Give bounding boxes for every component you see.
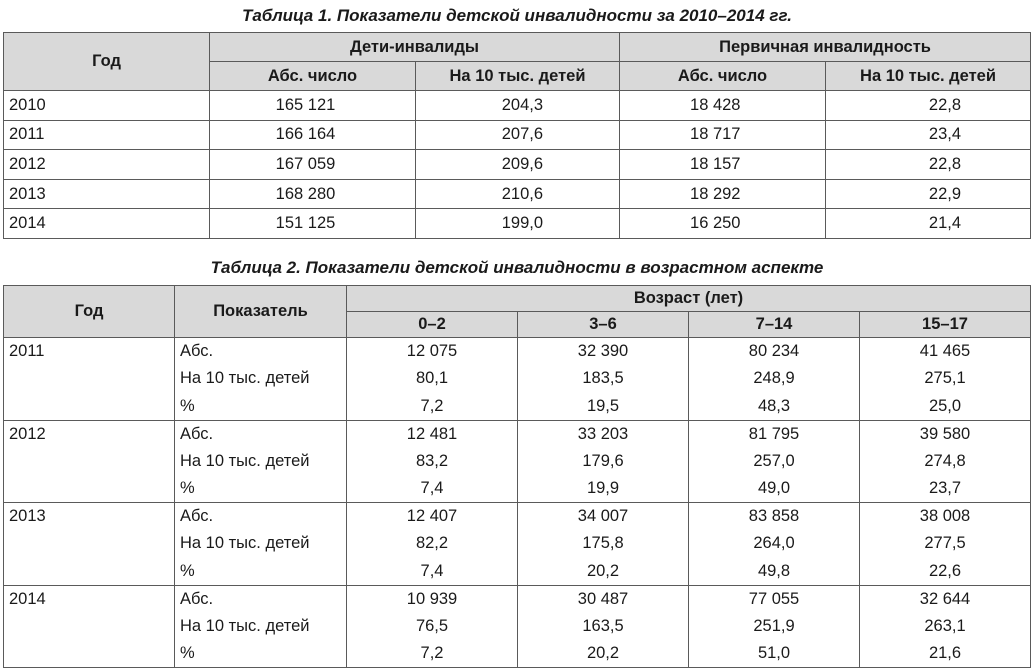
table2-header-age-3-6: 3–6 bbox=[518, 312, 689, 338]
value-cell: 32 644 bbox=[860, 585, 1031, 613]
primary-disability-abs-cell: 18 428 bbox=[620, 91, 826, 121]
disabled-children-rate-cell: 199,0 bbox=[416, 209, 620, 239]
value-cell: 23,7 bbox=[860, 475, 1031, 503]
disabled-children-abs-cell: 168 280 bbox=[210, 179, 416, 209]
table1-child-disability-2010-2014 bbox=[3, 32, 1031, 239]
value-cell: 10 939 bbox=[347, 585, 518, 613]
table1-header-rate: На 10 тыс. детей bbox=[826, 62, 1031, 91]
table1-header-abs: Абс. число bbox=[210, 62, 416, 91]
table-row bbox=[4, 585, 1031, 613]
primary-disability-abs-cell: 16 250 bbox=[620, 209, 826, 239]
value-cell: 41 465 bbox=[860, 338, 1031, 366]
value-cell: 39 580 bbox=[860, 420, 1031, 448]
disabled-children-abs-cell: 165 121 bbox=[210, 91, 416, 121]
disabled-children-abs-cell: 166 164 bbox=[210, 120, 416, 150]
year-cell: 2011 bbox=[4, 338, 175, 421]
table-row bbox=[4, 209, 1031, 239]
table2-header-year: Год bbox=[4, 286, 175, 338]
table2-caption: Таблица 2. Показатели детской инвалидности в возрастном аспекте bbox=[210, 258, 824, 277]
value-cell: 76,5 bbox=[347, 613, 518, 641]
value-cell: 179,6 bbox=[518, 448, 689, 476]
value-cell: 7,4 bbox=[347, 558, 518, 586]
value-cell: 12 407 bbox=[347, 503, 518, 531]
value-cell: 30 487 bbox=[518, 585, 689, 613]
value-cell: 175,8 bbox=[518, 530, 689, 558]
value-cell: 49,8 bbox=[689, 558, 860, 586]
value-cell: 19,5 bbox=[518, 393, 689, 421]
table2-header-age: Возраст (лет) bbox=[347, 286, 1031, 312]
indicator-cell: % bbox=[175, 640, 347, 668]
value-cell: 83,2 bbox=[347, 448, 518, 476]
value-cell: 12 075 bbox=[347, 338, 518, 366]
value-cell: 251,9 bbox=[689, 613, 860, 641]
table-row bbox=[4, 420, 1031, 448]
year-cell: 2014 bbox=[4, 585, 175, 668]
year-cell: 2013 bbox=[4, 179, 210, 209]
primary-disability-rate-cell: 21,4 bbox=[826, 209, 1031, 239]
value-cell: 22,6 bbox=[860, 558, 1031, 586]
value-cell: 77 055 bbox=[689, 585, 860, 613]
indicator-cell: Абс. bbox=[175, 585, 347, 613]
value-cell: 38 008 bbox=[860, 503, 1031, 531]
value-cell: 49,0 bbox=[689, 475, 860, 503]
table1-header-abs: Абс. число bbox=[620, 62, 826, 91]
value-cell: 20,2 bbox=[518, 558, 689, 586]
value-cell: 263,1 bbox=[860, 613, 1031, 641]
table-row bbox=[4, 91, 1031, 121]
table-row bbox=[4, 179, 1031, 209]
value-cell: 7,2 bbox=[347, 393, 518, 421]
value-cell: 257,0 bbox=[689, 448, 860, 476]
table2-header-age-7-14: 7–14 bbox=[689, 312, 860, 338]
value-cell: 12 481 bbox=[347, 420, 518, 448]
value-cell: 80 234 bbox=[689, 338, 860, 366]
primary-disability-abs-cell: 18 157 bbox=[620, 150, 826, 180]
primary-disability-rate-cell: 23,4 bbox=[826, 120, 1031, 150]
indicator-cell: % bbox=[175, 475, 347, 503]
value-cell: 80,1 bbox=[347, 365, 518, 393]
table-row bbox=[4, 120, 1031, 150]
value-cell: 33 203 bbox=[518, 420, 689, 448]
value-cell: 25,0 bbox=[860, 393, 1031, 421]
value-cell: 32 390 bbox=[518, 338, 689, 366]
indicator-cell: Абс. bbox=[175, 503, 347, 531]
table-row bbox=[4, 150, 1031, 180]
table1-header-year: Год bbox=[4, 33, 210, 91]
table-row bbox=[4, 338, 1031, 366]
primary-disability-abs-cell: 18 717 bbox=[620, 120, 826, 150]
value-cell: 7,4 bbox=[347, 475, 518, 503]
disabled-children-abs-cell: 151 125 bbox=[210, 209, 416, 239]
table-row bbox=[4, 503, 1031, 531]
disabled-children-rate-cell: 209,6 bbox=[416, 150, 620, 180]
value-cell: 19,9 bbox=[518, 475, 689, 503]
value-cell: 83 858 bbox=[689, 503, 860, 531]
year-cell: 2010 bbox=[4, 91, 210, 121]
disabled-children-abs-cell: 167 059 bbox=[210, 150, 416, 180]
value-cell: 183,5 bbox=[518, 365, 689, 393]
year-cell: 2012 bbox=[4, 150, 210, 180]
primary-disability-abs-cell: 18 292 bbox=[620, 179, 826, 209]
table1-header-primary-disability: Первичная инвалидность bbox=[620, 33, 1031, 62]
indicator-cell: Абс. bbox=[175, 338, 347, 366]
primary-disability-rate-cell: 22,9 bbox=[826, 179, 1031, 209]
value-cell: 82,2 bbox=[347, 530, 518, 558]
value-cell: 277,5 bbox=[860, 530, 1031, 558]
year-cell: 2014 bbox=[4, 209, 210, 239]
value-cell: 81 795 bbox=[689, 420, 860, 448]
value-cell: 20,2 bbox=[518, 640, 689, 668]
table2-header-indicator: Показатель bbox=[175, 286, 347, 338]
indicator-cell: На 10 тыс. детей bbox=[175, 613, 347, 641]
value-cell: 51,0 bbox=[689, 640, 860, 668]
disabled-children-rate-cell: 210,6 bbox=[416, 179, 620, 209]
value-cell: 264,0 bbox=[689, 530, 860, 558]
value-cell: 34 007 bbox=[518, 503, 689, 531]
disabled-children-rate-cell: 204,3 bbox=[416, 91, 620, 121]
indicator-cell: На 10 тыс. детей bbox=[175, 448, 347, 476]
disabled-children-rate-cell: 207,6 bbox=[416, 120, 620, 150]
indicator-cell: % bbox=[175, 558, 347, 586]
value-cell: 21,6 bbox=[860, 640, 1031, 668]
year-cell: 2011 bbox=[4, 120, 210, 150]
indicator-cell: % bbox=[175, 393, 347, 421]
table1-header-disabled-children: Дети-инвалиды bbox=[210, 33, 620, 62]
value-cell: 274,8 bbox=[860, 448, 1031, 476]
indicator-cell: На 10 тыс. детей bbox=[175, 530, 347, 558]
table1-header-rate: На 10 тыс. детей bbox=[416, 62, 620, 91]
table2-disability-by-age bbox=[3, 285, 1031, 668]
indicator-cell: Абс. bbox=[175, 420, 347, 448]
primary-disability-rate-cell: 22,8 bbox=[826, 150, 1031, 180]
year-cell: 2012 bbox=[4, 420, 175, 503]
value-cell: 248,9 bbox=[689, 365, 860, 393]
table2-header-age-15-17: 15–17 bbox=[860, 312, 1031, 338]
value-cell: 48,3 bbox=[689, 393, 860, 421]
value-cell: 163,5 bbox=[518, 613, 689, 641]
table1-caption: Таблица 1. Показатели детской инвалидности за 2010–2014 гг. bbox=[241, 6, 793, 25]
value-cell: 7,2 bbox=[347, 640, 518, 668]
year-cell: 2013 bbox=[4, 503, 175, 586]
value-cell: 275,1 bbox=[860, 365, 1031, 393]
table2-header-age-0-2: 0–2 bbox=[347, 312, 518, 338]
primary-disability-rate-cell: 22,8 bbox=[826, 91, 1031, 121]
indicator-cell: На 10 тыс. детей bbox=[175, 365, 347, 393]
